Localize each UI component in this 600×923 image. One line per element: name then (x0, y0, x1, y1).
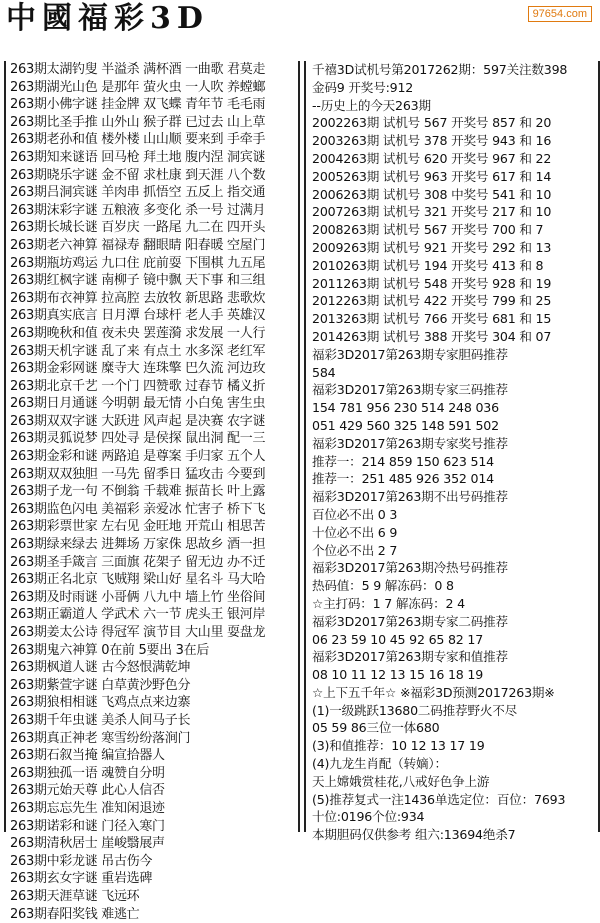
riddle-line: 263期布衣神算 拉高腔 去放牧 新思路 悲歌炊 (6, 290, 298, 308)
riddle-line: 263期金彩和谜 两路追 是尊案 手归家 五个人 (6, 448, 298, 466)
prediction-line: 十位必不出 6 9 (306, 524, 598, 542)
riddle-line: 263期太湖钓叟 半溢杀 满杯酒 一曲歌 君莫走 (6, 61, 298, 79)
prediction-line: 2007263期 试机号 321 开奖号 217 和 10 (306, 203, 598, 221)
prediction-line: 2006263期 试机号 308 中奖号 541 和 10 (306, 186, 598, 204)
riddle-line: 263期鬼六神算 0在前 5要出 3在后 (6, 642, 298, 660)
prediction-line: (4)九龙生肖配（转嫡）： (306, 755, 598, 773)
prediction-line: 584 (306, 364, 598, 382)
riddle-line: 263期紫萱字谜 白草黄沙野色分 (6, 677, 298, 695)
riddle-line: 263期天机字谜 乱了来 有点土 水多深 老红军 (6, 343, 298, 361)
prediction-line: 2012263期 试机号 422 开奖号 799 和 25 (306, 292, 598, 310)
prediction-line: 十位:0196个位:934 (306, 808, 598, 826)
riddle-line: 263期湖光山色 是那年 萤火虫 一人吹 养螳螂 (6, 79, 298, 97)
prediction-line: 福彩3D2017第263期专家三码推荐 (306, 381, 598, 399)
riddle-line: 263期吕洞宾谜 羊肉串 抓悟空 五反上 指交通 (6, 184, 298, 202)
site-watermark: 97654.com (528, 6, 592, 22)
riddle-line: 263期正霸道人 学武术 六一节 虎头王 银河岸 (6, 606, 298, 624)
prediction-line: --历史上的今天263期 (306, 97, 598, 115)
prediction-line: (5)推荐复式一注1436单选定位：百位：7693 (306, 791, 598, 809)
riddle-line: 263期瓶坊鸡运 九口住 庇前耍 下围棋 九五尾 (6, 255, 298, 273)
riddle-line: 263期子龙一句 不倒翁 千载难 振苗长 叶上露 (6, 483, 298, 501)
riddle-line: 263期晓乐字谜 金不留 求杜康 到天涯 八个数 (6, 167, 298, 185)
riddle-line: 263期诺彩和谜 门径入寒门 (6, 818, 298, 836)
prediction-line: (1)一级跳跃13680二码推荐野火不尽 (306, 702, 598, 720)
riddle-line: 263期老孙和值 楼外楼 山山顺 要来到 手牵手 (6, 131, 298, 149)
riddle-line: 263期玄女字谜 重岩选碑 (6, 870, 298, 888)
prediction-line: 个位必不出 2 7 (306, 542, 598, 560)
prediction-line: 08 10 11 12 13 15 16 18 19 (306, 666, 598, 684)
riddle-line: 263期绿来绿去 进舞场 万家侏 思故乡 酒一担 (6, 536, 298, 554)
riddle-column (4, 61, 300, 832)
riddle-line: 263期老六神算 福禄寿 翻眼睛 阳春暖 空屋门 (6, 237, 298, 255)
riddle-line: 263期比圣手推 山外山 猴子群 已过去 山上草 (6, 114, 298, 132)
prediction-line: 推荐一：214 859 150 623 514 (306, 453, 598, 471)
riddle-line: 263期长城长谜 百岁庆 一路尾 九二在 四开头 (6, 219, 298, 237)
riddle-line: 263期彩票世家 左右见 金旺地 开荒山 相思苦 (6, 518, 298, 536)
riddle-line: 263期圣手箴言 三面旗 花架子 留无边 办不迁 (6, 554, 298, 572)
prediction-line: 福彩3D2017第263期专家和值推荐 (306, 648, 598, 666)
prediction-line: 推荐一：251 485 926 352 014 (306, 470, 598, 488)
riddle-line: 263期金彩网谜 糜寺大 连珠擎 巴久流 河边玫 (6, 360, 298, 378)
riddle-line: 263期灵狐说梦 四处寻 是侯探 鼠出洞 配一三 (6, 430, 298, 448)
prediction-line: 福彩3D2017第263期专家胆码推荐 (306, 346, 598, 364)
riddle-line: 263期千年虫谜 美杀人间马子长 (6, 712, 298, 730)
prediction-line: 金码9 开奖号:912 (306, 79, 598, 97)
prediction-line: 本期胆码仅供参考 组六:13694绝杀7 (306, 826, 598, 844)
riddle-line: 263期真实底言 日月潭 台球杆 老人手 英雄汉 (6, 307, 298, 325)
riddle-line: 263期红枫字谜 南柳子 镜中飘 天下事 和三组 (6, 272, 298, 290)
riddle-line: 263期晚秋和值 夜未央 罢莲漪 求发展 一人行 (6, 325, 298, 343)
prediction-line: 2011263期 试机号 548 开奖号 928 和 19 (306, 275, 598, 293)
riddle-line: 263期监色闪电 美福彩 亲爱冰 忙害子 桥下飞 (6, 501, 298, 519)
riddle-line: 263期清秋居士 崖峻翳展声 (6, 835, 298, 853)
prediction-line: 2005263期 试机号 963 开奖号 617 和 14 (306, 168, 598, 186)
prediction-line: 06 23 59 10 45 92 65 82 17 (306, 631, 598, 649)
prediction-line: 2004263期 试机号 620 开奖号 967 和 22 (306, 150, 598, 168)
prediction-line: 2009263期 试机号 921 开奖号 292 和 13 (306, 239, 598, 257)
prediction-line: 05 59 86三位一体680 (306, 719, 598, 737)
riddle-line: 263期及时雨谜 小哥俩 八九中 墙上竹 坐俗间 (6, 589, 298, 607)
riddle-line: 263期北京千艺 一个门 四赞歌 过春节 橘义折 (6, 378, 298, 396)
prediction-line: (3)和值推荐：10 12 13 17 19 (306, 737, 598, 755)
riddle-line: 263期小佛字谜 挂金牌 双飞蝶 青年节 毛毛雨 (6, 96, 298, 114)
prediction-line: 福彩3D2017第263期冷热号码推荐 (306, 559, 598, 577)
prediction-line: 2008263期 试机号 567 开奖号 700 和 7 (306, 221, 598, 239)
riddle-line: 263期独孤一语 魂赞自分明 (6, 765, 298, 783)
prediction-line: ☆主打码：1 7 解冻码：2 4 (306, 595, 598, 613)
prediction-line: 天上嫦娥赏桂花,八戒好色争上游 (306, 773, 598, 791)
riddle-line: 263期天涯草谜 飞远环 (6, 888, 298, 906)
prediction-column (304, 61, 600, 832)
prediction-line: 福彩3D2017第263期不出号码推荐 (306, 488, 598, 506)
riddle-line: 263期元始天尊 此心人信否 (6, 782, 298, 800)
prediction-line: 2014263期 试机号 388 开奖号 304 和 07 (306, 328, 598, 346)
prediction-line: 2013263期 试机号 766 开奖号 681 和 15 (306, 310, 598, 328)
prediction-line: 2002263期 试机号 567 开奖号 857 和 20 (306, 114, 598, 132)
page-title: 中國福彩3D (6, 2, 209, 36)
riddle-line: 263期忘忘先生 准知闲退迹 (6, 800, 298, 818)
header (0, 0, 600, 40)
prediction-line: 热码值：5 9 解冻码：0 8 (306, 577, 598, 595)
prediction-line: 百位必不出 0 3 (306, 506, 598, 524)
riddle-line: 263期沫彩字谜 五粮液 多变化 杀一号 过满月 (6, 202, 298, 220)
prediction-line: 051 429 560 325 148 591 502 (306, 417, 598, 435)
prediction-line: 2003263期 试机号 378 开奖号 943 和 16 (306, 132, 598, 150)
riddle-line: 263期双双字谜 大跃进 风声起 是决赛 农字谜 (6, 413, 298, 431)
prediction-line: 福彩3D2017第263期专家二码推荐 (306, 613, 598, 631)
riddle-line: 263期狼相相谜 飞鸡点点来边寨 (6, 694, 298, 712)
prediction-line: 千禧3D试机号第2017262期：597关注数398 (306, 61, 598, 79)
prediction-line: 154 781 956 230 514 248 036 (306, 399, 598, 417)
riddle-line: 263期真正神老 寒雪纷纷落涧门 (6, 730, 298, 748)
riddle-line: 263期中彩龙谜 吊古伤今 (6, 853, 298, 871)
riddle-line: 263期姜太公诗 得冠军 演节目 大山里 耍盘龙 (6, 624, 298, 642)
prediction-line: 2010263期 试机号 194 开奖号 413 和 8 (306, 257, 598, 275)
prediction-line: ☆上下五千年☆ ※福彩3D预测2017263期※ (306, 684, 598, 702)
riddle-line: 263期春阳奖钱 难逃亡 (6, 906, 298, 923)
prediction-line: 福彩3D2017第263期专家奖号推荐 (306, 435, 598, 453)
riddle-line: 263期正名北京 飞贼翔 梁山好 星名斗 马大哈 (6, 571, 298, 589)
riddle-line: 263期石叙当掩 编宣拾器人 (6, 747, 298, 765)
riddle-line: 263期日月通谜 今明朝 最无情 小白兔 害生虫 (6, 395, 298, 413)
riddle-line: 263期枫道人谜 古今怒恨满乾坤 (6, 659, 298, 677)
riddle-line: 263期双双独胆 一马先 留季日 猛攻击 今要到 (6, 466, 298, 484)
riddle-line: 263期知来谜语 回马枪 拜土地 腹内涅 洞宾谜 (6, 149, 298, 167)
